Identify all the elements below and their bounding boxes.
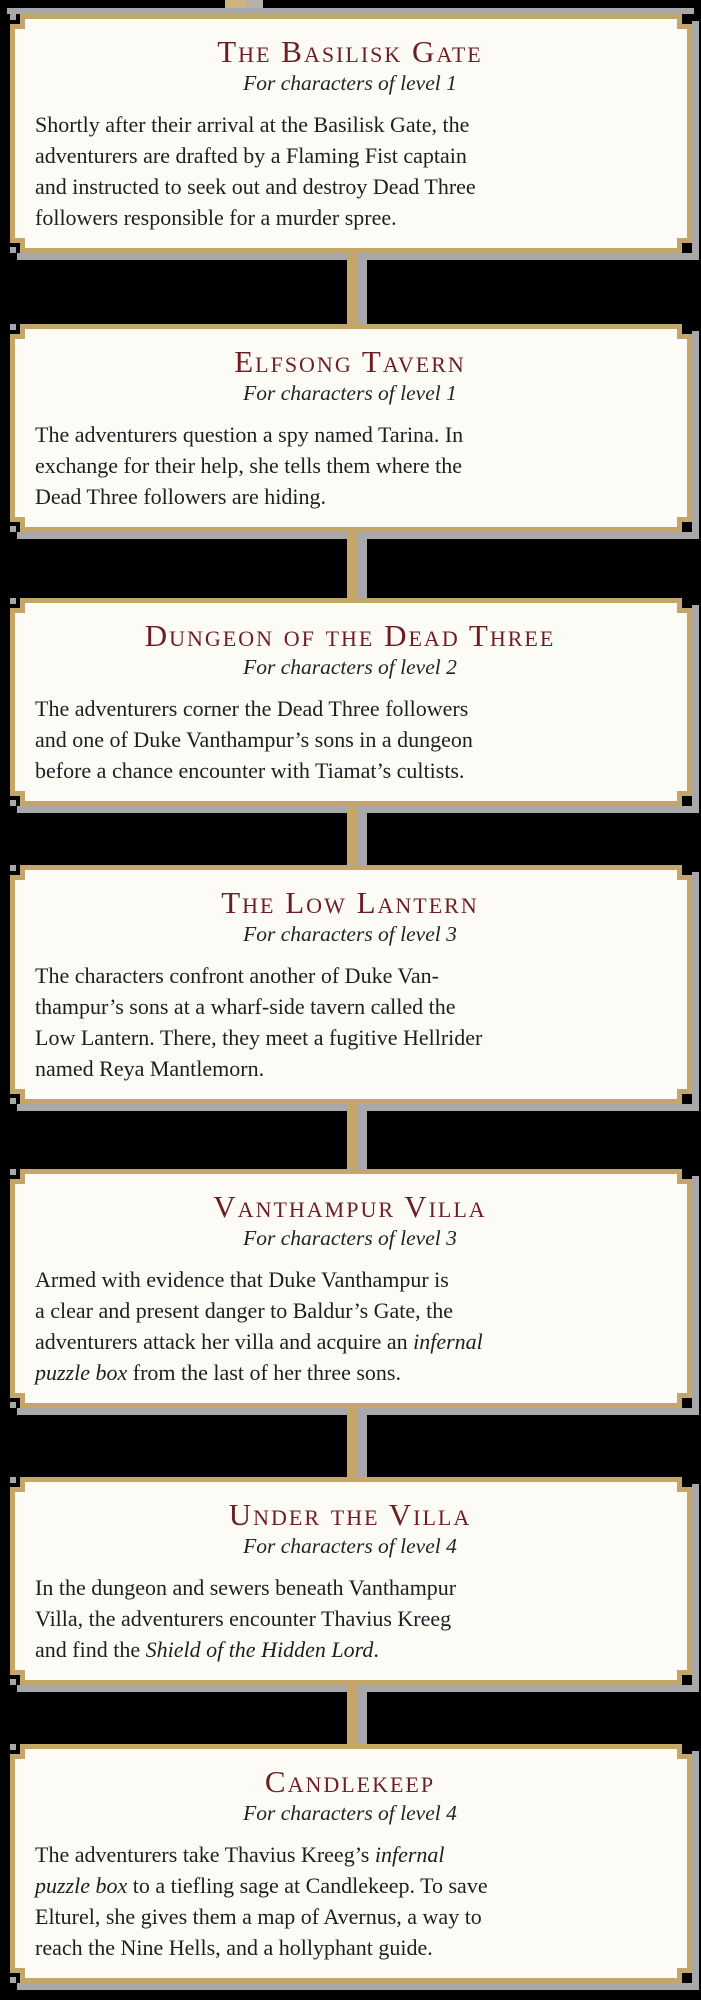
node-subtitle: For characters of level 3 [243, 922, 457, 946]
cropped-connector-stub [225, 0, 263, 8]
node-body: The adventurers question a spy named Tarina. In exchange for their help, she tells them where the Dead Three followers are hiding. [35, 422, 464, 509]
node-subtitle: For characters of level 2 [243, 655, 457, 679]
node-title: Candlekeep [264, 1764, 436, 1799]
corner-notch-bl [10, 517, 25, 532]
node-body: The adventurers corner the Dead Three followers and one of Duke Vanthampur’s sons in a dungeon before a chance encounter with Tiamat’s cultists. [35, 696, 473, 783]
flow-node-candlekeep [10, 1744, 692, 1983]
corner-notch-br [677, 791, 692, 806]
node-content [15, 1482, 687, 1680]
flow-node-under-the-villa [10, 1477, 692, 1685]
node-title: Under the Villa [228, 1497, 472, 1532]
corner-notch-bl [10, 1393, 25, 1408]
node-title: The Basilisk Gate [217, 34, 483, 69]
flow-node-elfsong-tavern [10, 324, 692, 532]
corner-notch-tl [10, 598, 25, 613]
corner-notch-tl [10, 324, 25, 339]
node-subtitle: For characters of level 4 [243, 1534, 457, 1558]
node-body: Shortly after their arrival at the Basilisk Gate, the adventurers are drafted by a Flaming Fist captain and instructed to seek out and destroy Dead Three followers responsible for a murder spree. [35, 112, 476, 230]
corner-notch-tr [677, 324, 692, 339]
connector-2 [347, 806, 357, 865]
node-title: The Low Lantern [221, 885, 479, 920]
flow-node-the-basilisk-gate [10, 14, 692, 253]
node-content [15, 1749, 687, 1978]
corner-notch-tr [677, 1744, 692, 1759]
corner-notch-bl [10, 1968, 25, 1983]
corner-notch-br [677, 1089, 692, 1104]
corner-notch-tr [677, 598, 692, 613]
node-subtitle: For characters of level 1 [243, 71, 457, 95]
corner-notch-br [677, 1393, 692, 1408]
connector-3 [347, 1104, 357, 1169]
corner-notch-tl [10, 1477, 25, 1492]
node-title: Elfsong Tavern [234, 344, 466, 379]
corner-notch-tl [10, 865, 25, 880]
corner-notch-tl [10, 1169, 25, 1184]
corner-notch-bl [10, 791, 25, 806]
corner-notch-br [677, 517, 692, 532]
flow-node-the-low-lantern [10, 865, 692, 1104]
connector-1 [347, 532, 357, 598]
corner-notch-br [677, 238, 692, 253]
corner-notch-tr [677, 1169, 692, 1184]
corner-notch-bl [10, 1670, 25, 1685]
connector-0 [347, 253, 357, 324]
node-subtitle: For characters of level 3 [243, 1226, 457, 1250]
node-body: The adventurers take Thavius Kreeg’s infernal puzzle box to a tiefling sage at Candlekeep. To save Elturel, she gives them a map of Avernus, a way to reach the Nine Hells, and a hollyphant guide. [35, 1842, 488, 1960]
connector-5 [347, 1685, 357, 1744]
node-subtitle: For characters of level 1 [243, 381, 457, 405]
node-body: Armed with evidence that Duke Vanthampur is a clear and present danger to Baldur’s Gate, the adventurers attack her villa and acquire an infernal puzzle box from the last of her three sons. [35, 1267, 483, 1385]
corner-notch-br [677, 1670, 692, 1685]
corner-notch-tr [677, 1477, 692, 1492]
corner-notch-bl [10, 1089, 25, 1104]
flow-node-vanthampur-villa [10, 1169, 692, 1408]
node-title: Dungeon of the Dead Three [144, 618, 556, 653]
node-content [15, 329, 687, 527]
node-content [15, 870, 687, 1099]
flow-node-dungeon-of-the-dead-three [10, 598, 692, 806]
node-content [15, 19, 687, 248]
node-title: Vanthampur Villa [213, 1189, 487, 1224]
node-subtitle: For characters of level 4 [243, 1801, 457, 1825]
corner-notch-bl [10, 238, 25, 253]
corner-notch-tl [10, 1744, 25, 1759]
corner-notch-br [677, 1968, 692, 1983]
flowchart [10, 14, 692, 1983]
corner-notch-tr [677, 14, 692, 29]
node-content [15, 1174, 687, 1403]
node-body: In the dungeon and sewers beneath Vanthampur Villa, the adventurers encounter Thavius Kreeg and find the Shield of the Hidden Lord. [35, 1575, 457, 1662]
node-body: The characters confront another of Duke Van- thampur’s sons at a wharf-side tavern called the Low Lantern. There, they meet a fugitive Hellrider named Reya Mantlemorn. [35, 963, 483, 1081]
corner-notch-tl [10, 14, 25, 29]
connector-4 [347, 1408, 357, 1477]
node-content [15, 603, 687, 801]
corner-notch-tr [677, 865, 692, 880]
